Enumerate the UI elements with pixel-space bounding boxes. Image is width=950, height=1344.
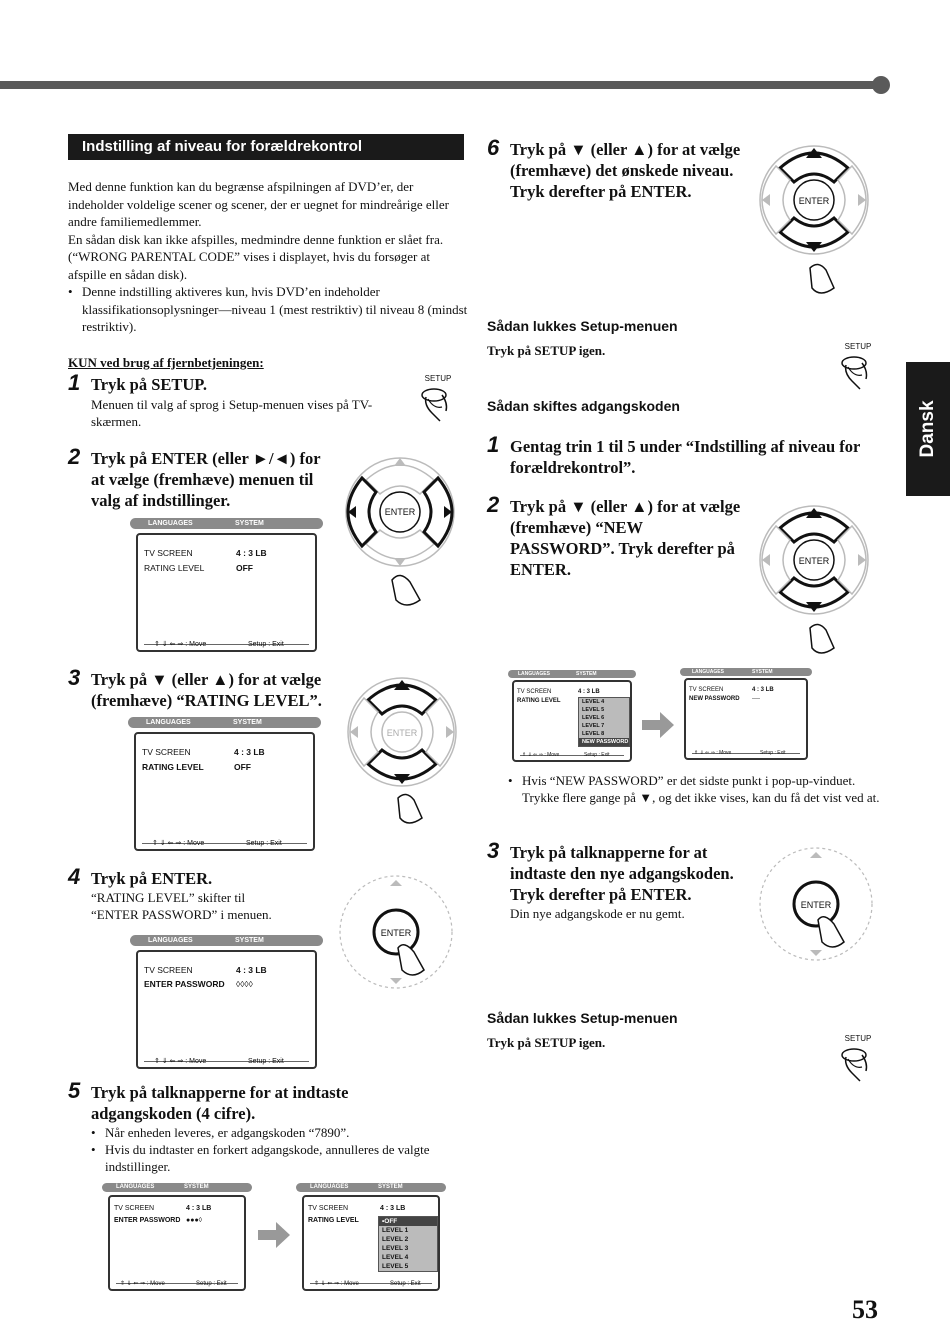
screen-tabs [130,518,323,529]
tab-languages: LANGUAGES [148,937,193,944]
tab-system: SYSTEM [233,719,262,726]
enter-label: ENTER [380,928,412,938]
footer-exit: Setup : Exit [390,1281,421,1287]
row-tv-screen: TV SCREEN [142,747,191,757]
tab-languages: LANGUAGES [518,671,550,677]
screen-tabs [508,670,636,678]
footer-move: ⇑ ⇓ ⇐ ⇒ : Move [154,641,207,648]
tv-screen-step-5-levels [296,1183,446,1291]
screen-body [134,732,315,851]
step-1-text: Menuen til valg af sprog i Setup-menuen vises på TV-skærmen. [91,397,373,429]
tab-languages: LANGUAGES [116,1184,155,1190]
tab-languages: LANGUAGES [310,1184,349,1190]
setup-button-illustration [838,1034,878,1084]
cp-step-2-number: 2 [487,492,500,517]
intro-paragraph-1: Med denne funktion kan du begrænse afspilningen af DVD’er, der indeholder voldelige scener og scener, der er uegnet for mindreårige eller andre familiemedlemmer. [68,179,449,229]
popup-item-selected: NEW PASSWORD [579,738,629,746]
row-tv-screen: TV SCREEN [517,689,552,695]
tv-screen-step-2 [130,518,323,652]
row-tv-screen: TV SCREEN [308,1205,349,1212]
row-rating-level: RATING LEVEL [308,1217,359,1224]
screen-tabs [128,717,321,728]
cp-step-3-text: Din nye adgangskode er nu gemt. [510,906,685,921]
row-rating-value: OFF [236,563,253,573]
finger-press-icon [838,351,878,391]
step-6-title: Tryk på ▼ (eller ▲) for at vælge (fremhæve) det ønskede niveau. Tryk derefter på ENTER. [510,140,741,201]
cp-step-3-title: Tryk på talknapperne for at indtaste den nye adgangskoden. Tryk derefter på ENTER. [510,843,734,904]
row-tv-value: 4 : 3 LB [186,1205,212,1212]
row-tv-screen: TV SCREEN [689,687,724,693]
popup-item: LEVEL 5 [382,1263,409,1270]
popup-item: •OFF [379,1217,437,1226]
tv-screen-step-3 [128,717,321,851]
tv-screen-step-4 [130,935,323,1069]
screen-body [512,680,632,762]
remote-dpad-up-down-enter [752,138,876,303]
row-tv-screen: TV SCREEN [114,1205,155,1212]
tab-languages: LANGUAGES [692,669,724,675]
close-setup-text-1: Tryk på SETUP igen. [487,343,606,358]
row-tv-value: 4 : 3 LB [236,965,267,975]
screen-body [302,1195,440,1291]
level-popup [578,697,630,747]
screen-tabs [296,1183,446,1192]
row-tv-value: 4 : 3 LB [752,687,774,693]
row-new-password-value: ---- [752,696,760,702]
row-rating-level-highlighted: RATING LEVEL [142,762,204,772]
screen-body [136,533,317,652]
popup-item: LEVEL 3 [382,1245,409,1252]
step-4-text-1: “RATING LEVEL” skifter til [91,890,246,905]
step-4-text-2: “ENTER PASSWORD” i menuen. [91,907,272,922]
enter-label: ENTER [384,507,416,517]
setup-button-illustration [838,342,878,392]
setup-label: SETUP [844,342,872,351]
popup-item: LEVEL 8 [582,731,605,737]
cp-step-1-number: 1 [487,432,500,457]
section-title: Indstilling af niveau for forældrekontrol [68,134,464,160]
screen-tabs [102,1183,252,1192]
row-tv-screen: TV SCREEN [144,548,193,558]
intro-paragraph-2: En sådan disk kan ikke afspilles, medmindre denne funktion er slået fra. (“WRONG PARENTAL CODE” vises i displayet, hvis du forsøger at afspille en sådan disk). [68,231,444,282]
step-1-number: 1 [68,370,81,395]
finger-press-icon [838,1043,878,1083]
step-4-title: Tryk på ENTER. [91,869,213,888]
tv-screen-new-password-popup [508,670,636,762]
row-tv-value: 4 : 3 LB [380,1205,406,1212]
footer-exit: Setup : Exit [248,641,284,648]
enter-label: ENTER [798,196,830,206]
top-rule [0,81,880,89]
row-rating-level: RATING LEVEL [517,698,561,704]
row-new-password: NEW PASSWORD [689,696,740,702]
row-tv-value: 4 : 3 LB [236,548,267,558]
row-password-value: ●●●◊ [186,1217,203,1224]
intro-bullet: • Denne indstilling aktiveres kun, hvis DVD’en indeholder klassifikationsoplysninger—niveau 1 (mest restriktiv) til niveau 8 (mindst restriktiv). [68,283,468,336]
cp-bullet [508,772,880,806]
page-number: 53 [852,1295,878,1324]
footer-exit: Setup : Exit [584,752,610,758]
step-5-title: Tryk på talknapperne for at indtaste adgangskoden (4 cifre). [91,1083,349,1123]
row-enter-password: ENTER PASSWORD [114,1217,181,1224]
footer-exit: Setup : Exit [760,750,786,756]
setup-label: SETUP [424,374,452,383]
tab-system: SYSTEM [378,1184,403,1190]
step-3-number: 3 [68,665,81,690]
popup-item: LEVEL 2 [382,1236,409,1243]
remote-dpad-left-right [340,450,464,615]
step-3-title: Tryk på ▼ (eller ▲) for at vælge (fremhæve) “RATING LEVEL”. [91,670,322,710]
setup-label: SETUP [844,1034,872,1043]
step-6-number: 6 [487,135,500,160]
row-tv-value: 4 : 3 LB [234,747,265,757]
screen-body [108,1195,246,1291]
popup-item: LEVEL 6 [582,715,605,721]
footer-move: ⇑ ⇓ ⇐ ⇒ : Move [694,750,732,756]
footer-move: ⇑ ⇓ ⇐ ⇒ : Move [314,1281,359,1287]
screen-tabs [130,935,323,946]
intro-text [68,178,468,336]
row-enter-password: ENTER PASSWORD [144,979,225,989]
popup-item: LEVEL 4 [582,699,605,705]
arrow-right-icon [642,712,674,738]
tab-system: SYSTEM [576,671,597,677]
step-1-title: Tryk på SETUP. [91,375,207,394]
footer-exit: Setup : Exit [248,1058,284,1065]
remote-dpad-up-down [342,670,466,835]
tab-system: SYSTEM [235,937,264,944]
tab-system: SYSTEM [752,669,773,675]
tab-languages: LANGUAGES [146,719,191,726]
remote-only-note: KUN ved brug af fjernbetjeningen: [68,355,264,370]
step-5-bullets [91,1124,463,1175]
footer-exit: Setup : Exit [196,1281,227,1287]
setup-button-illustration [418,374,458,424]
step-2-number: 2 [68,444,81,469]
close-setup-heading-2: Sådan lukkes Setup-menuen [487,1010,678,1026]
close-setup-heading-1: Sådan lukkes Setup-menuen [487,318,678,334]
footer-move: ⇑ ⇓ ⇐ ⇒ : Move [120,1281,165,1287]
top-rule-dot [872,76,890,94]
step-2-title: Tryk på ENTER (eller ►/◄) for at vælge (fremhæve) menuen til valg af indstillinger. [91,449,321,510]
popup-item: LEVEL 1 [382,1227,409,1234]
remote-dpad-up-down-enter [752,498,876,663]
level-popup [378,1216,438,1272]
footer-move: ⇑ ⇓ ⇐ ⇒ : Move [522,752,560,758]
cp-step-1-title: Gentag trin 1 til 5 under “Indstilling af niveau for forældrekontrol”. [510,437,861,477]
popup-item: LEVEL 5 [582,707,605,713]
row-tv-value: 4 : 3 LB [578,689,600,695]
language-tab [906,362,950,496]
enter-label: ENTER [800,900,832,910]
step-5-bullet-1: • Når enheden leveres, er adgangskoden “7890”. [91,1124,463,1141]
step-5-number: 5 [68,1078,81,1103]
screen-body [136,950,317,1069]
cp-bullet-text: • Hvis “NEW PASSWORD” er det sidste punkt i pop-up-vinduet. Trykke flere gange på ▼, og det ikke vises, kan du få det vist ved at. [508,772,880,806]
row-rating-level: RATING LEVEL [144,563,205,573]
footer-move: ⇑ ⇓ ⇐ ⇒ : Move [152,840,205,847]
footer-move: ⇑ ⇓ ⇐ ⇒ : Move [154,1058,207,1065]
change-password-heading: Sådan skiftes adgangskoden [487,398,680,414]
enter-label: ENTER [798,556,830,566]
cp-step-3-number: 3 [487,838,500,863]
step-5-bullet-2: • Hvis du indtaster en forkert adgangskode, annulleres de valgte indstillinger. [91,1141,463,1175]
row-password-value: ◊◊◊◊ [236,979,253,989]
screen-body [684,678,808,760]
tab-system: SYSTEM [184,1184,209,1190]
popup-item: LEVEL 4 [382,1254,409,1261]
tab-languages: LANGUAGES [148,520,193,527]
tab-system: SYSTEM [235,520,264,527]
footer-exit: Setup : Exit [246,840,282,847]
language-tab-label: Dansk [917,400,938,458]
screen-tabs [680,668,812,676]
tv-screen-step-5-password [102,1183,252,1291]
step-4-number: 4 [68,864,81,889]
finger-press-icon [418,383,458,423]
enter-label-inactive: ENTER [386,728,418,738]
close-setup-text-2: Tryk på SETUP igen. [487,1035,606,1050]
row-rating-value: OFF [234,762,251,772]
popup-item: LEVEL 7 [582,723,605,729]
tv-screen-new-password [680,668,812,760]
row-tv-screen: TV SCREEN [144,965,193,975]
arrow-right-icon [258,1222,290,1248]
cp-step-2-title: Tryk på ▼ (eller ▲) for at vælge (fremhæve) “NEW PASSWORD”. Tryk derefter på ENTER. [510,497,741,579]
